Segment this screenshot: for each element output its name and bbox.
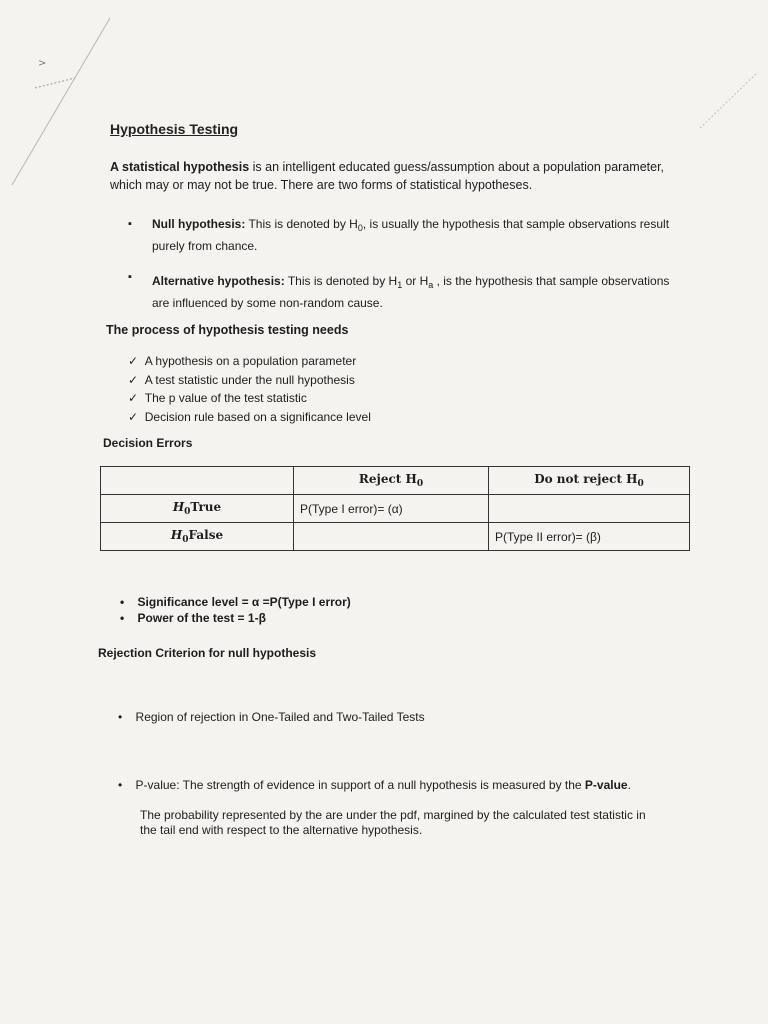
pvalue-text-c: . xyxy=(627,778,631,792)
bullet-icon: ▪ xyxy=(128,271,132,283)
row-h: H xyxy=(170,528,183,542)
power-text: Power of the test = 1-β xyxy=(137,611,266,625)
alt-hypothesis-text xyxy=(152,272,712,312)
alt-or: or H xyxy=(402,274,429,288)
bullet-icon: • xyxy=(118,778,123,792)
probability-paragraph xyxy=(140,808,700,838)
checkmark-icon: ✓ xyxy=(128,354,139,368)
alt-text-b: , is the hypothesis that sample observations xyxy=(433,274,670,288)
svg-text:>: > xyxy=(38,58,47,69)
type2-cell: P(Type II error)= (β) xyxy=(489,523,690,551)
bullet-icon: • xyxy=(118,710,123,724)
row-h0-true xyxy=(101,495,294,523)
process-checklist xyxy=(128,352,371,426)
checkmark-icon: ✓ xyxy=(128,372,139,387)
decision-errors-heading: Decision Errors xyxy=(103,436,193,450)
probability-line2: the tail end with respect to the alternative hypothesis. xyxy=(140,823,423,837)
row-sub: 0 xyxy=(184,507,191,517)
checklist-item xyxy=(128,371,371,390)
checkmark-icon: ✓ xyxy=(128,391,139,405)
checklist-label: The p value of the test statistic xyxy=(144,391,307,405)
row-true-label: True xyxy=(190,500,222,514)
pvalue-item xyxy=(118,778,631,792)
table-corner-cell xyxy=(101,467,294,495)
checklist-label: A hypothesis on a population parameter xyxy=(144,354,357,368)
checklist-label: A test statistic under the null hypothesis xyxy=(144,372,355,387)
region-text: Region of rejection in One-Tailed and Two-Tailed Tests xyxy=(135,710,425,724)
measures-list xyxy=(120,594,351,626)
alt-sub2: a xyxy=(428,280,434,290)
intro-bold-term: A statistical hypothesis xyxy=(110,160,250,174)
null-text-b: , is usually the hypothesis that sample observations result xyxy=(362,217,670,231)
checklist-item xyxy=(128,352,371,371)
table-row xyxy=(101,523,690,551)
rejection-heading: Rejection Criterion for null hypothesis xyxy=(98,646,317,660)
checklist-item xyxy=(128,408,371,427)
type1-cell: P(Type I error)= (α) xyxy=(294,495,489,523)
checklist-label: Decision rule based on a significance level xyxy=(144,409,371,424)
checklist-item xyxy=(128,389,371,408)
col-reject-header xyxy=(294,467,489,495)
process-heading: The process of hypothesis testing needs xyxy=(106,323,349,337)
bullet-null xyxy=(128,214,132,232)
row-h0-false xyxy=(101,523,294,551)
intro-line2: which may or may not be true. There are two forms of statistical hypotheses. xyxy=(110,178,533,192)
list-item xyxy=(120,610,351,626)
empty-cell xyxy=(489,495,690,523)
not-reject-label: Do not reject H xyxy=(534,472,638,486)
bullet-alt xyxy=(128,267,132,285)
row-false-label: False xyxy=(188,528,224,542)
alt-text-a: This is denoted by H xyxy=(284,274,398,288)
checkmark-icon: ✓ xyxy=(128,409,139,424)
bullet-icon: • xyxy=(120,595,125,609)
null-sub: 0 xyxy=(357,223,363,233)
null-line2: purely from chance. xyxy=(152,239,258,253)
probability-line1: The probability represented by the are under the pdf, margined by the calculated test statistic in xyxy=(140,808,646,822)
alt-line2: are influenced by some non-random cause. xyxy=(152,296,383,310)
pvalue-bold: P-value xyxy=(584,778,628,792)
significance-text: Significance level = α =P(Type I error) xyxy=(137,595,351,609)
decision-errors-table xyxy=(100,466,690,551)
intro-line1: is an intelligent educated guess/assumption about a population parameter, xyxy=(249,160,665,174)
reject-sub: 0 xyxy=(416,479,424,489)
bullet-icon: ▪ xyxy=(128,218,132,230)
alt-sub1: 1 xyxy=(397,280,403,290)
not-reject-sub: 0 xyxy=(637,479,644,489)
null-text-a: This is denoted by H xyxy=(245,217,358,231)
table-header-row xyxy=(101,467,690,495)
table-row xyxy=(101,495,690,523)
row-sub: 0 xyxy=(182,535,189,545)
page-title: Hypothesis Testing xyxy=(110,121,239,137)
null-hypothesis-text xyxy=(152,215,712,255)
bullet-icon: • xyxy=(120,611,125,625)
list-item xyxy=(120,594,351,610)
row-h: H xyxy=(172,500,185,514)
null-hypothesis-label: Null hypothesis: xyxy=(152,217,246,231)
pvalue-text-a: P-value: The strength of evidence in support of a null hypothesis is measured by the xyxy=(135,778,585,792)
region-item xyxy=(118,710,425,724)
alt-hypothesis-label: Alternative hypothesis: xyxy=(152,274,285,288)
col-not-reject-header xyxy=(489,467,690,495)
intro-paragraph xyxy=(110,158,690,194)
reject-label: Reject H xyxy=(358,472,417,486)
empty-cell xyxy=(294,523,489,551)
